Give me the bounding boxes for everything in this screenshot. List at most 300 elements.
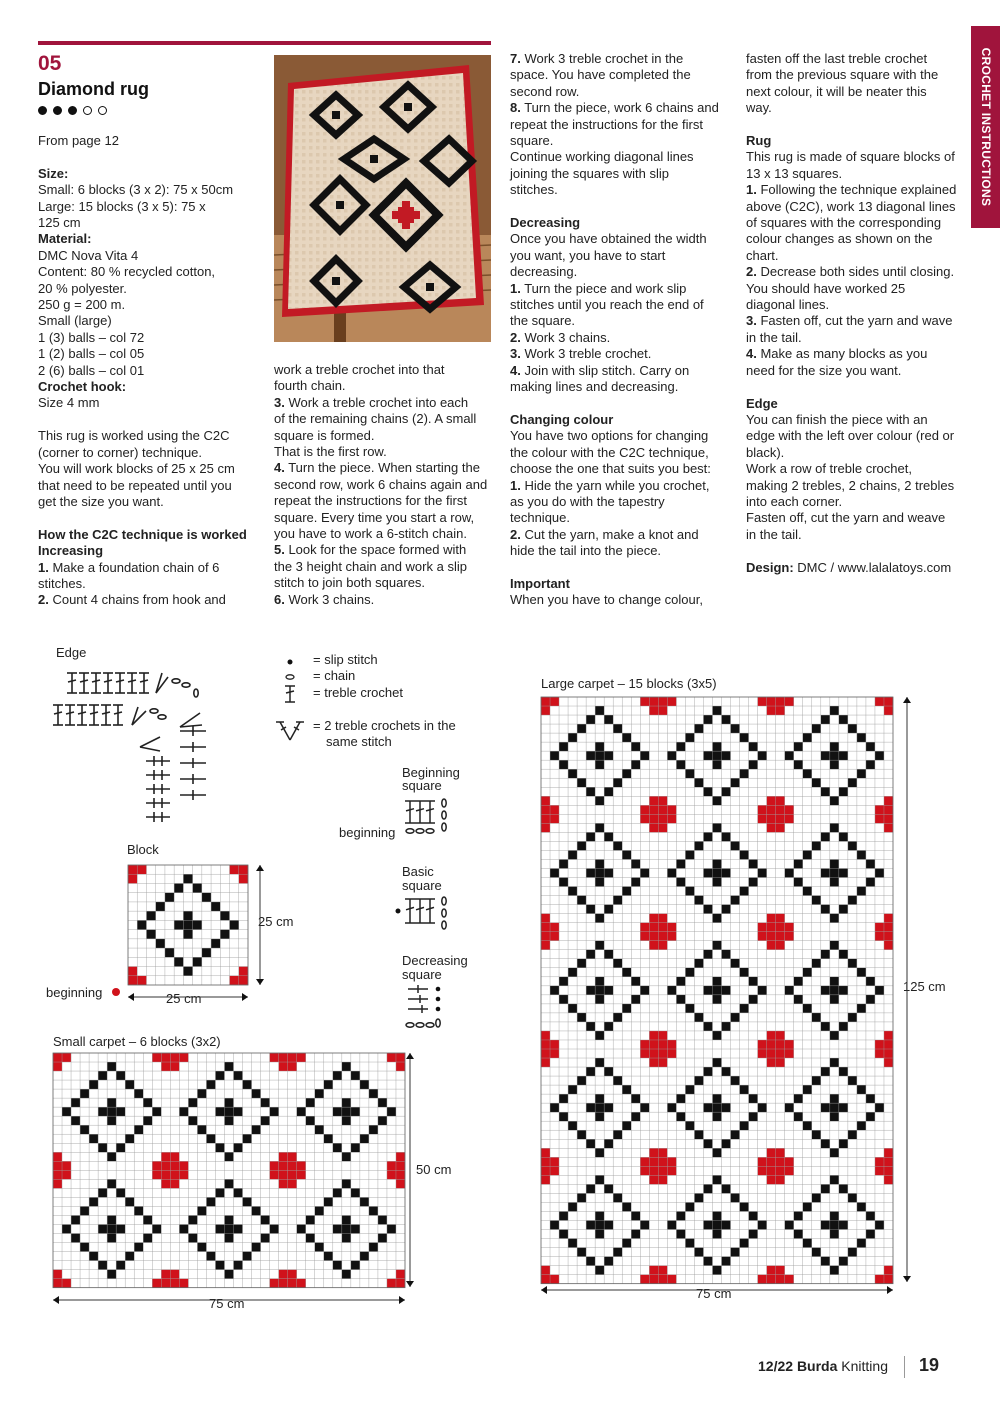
text-line: technique. <box>510 510 570 526</box>
chart-cell-red <box>785 1040 794 1049</box>
chart-cell-red <box>776 697 785 706</box>
chart-cell-black <box>758 1103 767 1112</box>
chart-cell-black <box>830 986 839 995</box>
chart-cell-black <box>875 986 884 995</box>
chart-cell-black <box>622 850 631 859</box>
chart-cell-black <box>261 1234 270 1243</box>
chart-cell-black <box>712 742 721 751</box>
text-line: repeat the instructions for the first <box>510 116 703 132</box>
chart-cell-black <box>89 1080 98 1089</box>
chart-cell-black <box>712 751 721 760</box>
chart-cell-black <box>685 1121 694 1130</box>
chart-cell-black <box>622 1239 631 1248</box>
legend-slip-stitch: = slip stitch <box>313 652 378 667</box>
chart-cell-black <box>848 1248 857 1257</box>
chart-cell-black <box>812 959 821 968</box>
chart-cell-black <box>749 1230 758 1239</box>
chart-cell-red <box>387 1161 396 1170</box>
chart-cell-red <box>161 1170 170 1179</box>
chart-cell-black <box>315 1206 324 1215</box>
chart-cell-red <box>640 697 649 706</box>
chart-cell-red <box>239 976 248 985</box>
chart-cell-black <box>98 1224 107 1233</box>
step-text: Cut the yarn, make a knot and <box>520 526 699 542</box>
chart-cell-red <box>758 1157 767 1166</box>
chart-cell-black <box>595 742 604 751</box>
arrowhead <box>256 865 264 871</box>
chart-cell-black <box>712 995 721 1004</box>
chart-cell-red <box>658 697 667 706</box>
step-text: Work 3 chains. <box>520 329 611 345</box>
chart-cell-red <box>767 1049 776 1058</box>
chart-cell-red <box>658 923 667 932</box>
chart-cell-black <box>595 1211 604 1220</box>
chart-cell-black <box>224 1107 233 1116</box>
chart-cell-red <box>667 1275 676 1284</box>
two-trebles-icon <box>276 722 304 740</box>
chart-cell-red <box>767 1266 776 1275</box>
chart-cell-black <box>676 742 685 751</box>
step-number: 3. <box>274 394 285 410</box>
chart-cell-black <box>812 1130 821 1139</box>
chart-cell-black <box>243 1252 252 1261</box>
chart-cell-black <box>224 1098 233 1107</box>
chart-cell-black <box>568 1121 577 1130</box>
chart-cell-black <box>676 1094 685 1103</box>
text-line <box>274 395 499 411</box>
chart-cell-black <box>252 1243 261 1252</box>
chart-cell-black <box>89 1252 98 1261</box>
chart-cell-black <box>857 769 866 778</box>
chart-cell-black <box>387 1107 396 1116</box>
chart-cell-black <box>830 796 839 805</box>
chart-cell-red <box>279 1062 288 1071</box>
chart-cell-black <box>749 760 758 769</box>
chart-cell-black <box>559 760 568 769</box>
chart-cell-black <box>866 1094 875 1103</box>
chart-cell-red <box>776 1040 785 1049</box>
chart-cell-red <box>62 1161 71 1170</box>
chart-cell-black <box>604 1257 613 1266</box>
chart-cell-black <box>622 1121 631 1130</box>
chart-cell-red <box>297 1053 306 1062</box>
chart-cell-red <box>396 1152 405 1161</box>
arrowhead <box>887 1286 893 1294</box>
chart-cell-red <box>875 923 884 932</box>
chart-cell-red <box>767 823 776 832</box>
chart-cell-black <box>586 1257 595 1266</box>
chart-cell-black <box>830 760 839 769</box>
chart-cell-black <box>595 859 604 868</box>
chart-cell-black <box>568 1085 577 1094</box>
chart-cell-red <box>767 697 776 706</box>
chart-cell-black <box>703 1139 712 1148</box>
chart-cell-black <box>703 715 712 724</box>
chart-cell-red <box>640 814 649 823</box>
chart-cell-black <box>174 883 183 892</box>
chart-cell-black <box>62 1224 71 1233</box>
chart-cell-black <box>595 751 604 760</box>
chart-cell-black <box>595 1112 604 1121</box>
beginning-label: beginning <box>339 825 396 840</box>
chart-cell-black <box>703 905 712 914</box>
arrowhead <box>406 1281 414 1287</box>
step-number: 6. <box>274 591 285 607</box>
difficulty-dot <box>38 106 47 115</box>
legend-two-trebles: same stitch <box>326 734 392 749</box>
chart-cell-red <box>541 1058 550 1067</box>
chart-cell-black <box>234 1107 243 1116</box>
chart-cell-black <box>604 905 613 914</box>
chart-cell-black <box>586 1067 595 1076</box>
decreasing-square-diagram <box>398 983 458 1033</box>
chart-cell-black <box>812 1076 821 1085</box>
chart-cell-red <box>667 697 676 706</box>
chart-cell-red <box>776 796 785 805</box>
chart-cell-black <box>586 1103 595 1112</box>
chart-cell-black <box>586 1022 595 1031</box>
chart-cell-black <box>333 1188 342 1197</box>
chart-cell-black <box>830 1148 839 1157</box>
chart-cell-red <box>658 914 667 923</box>
column-3 <box>510 51 738 609</box>
text-line: chart. <box>746 247 779 263</box>
brand-name: Burda <box>796 1358 838 1374</box>
chart-cell-red <box>767 914 776 923</box>
chart-cell-red <box>884 1266 893 1275</box>
chart-cell-black <box>179 1107 188 1116</box>
chart-cell-black <box>360 1197 369 1206</box>
chart-cell-black <box>731 1193 740 1202</box>
chart-cell-black <box>722 986 731 995</box>
chart-cell-black <box>107 1098 116 1107</box>
chart-cell-red <box>767 1166 776 1175</box>
chart-cell-black <box>794 995 803 1004</box>
chart-cell-red <box>758 932 767 941</box>
chart-cell-red <box>884 796 893 805</box>
chart-cell-black <box>324 1134 333 1143</box>
chart-cell-black <box>369 1243 378 1252</box>
chart-cell-black <box>559 742 568 751</box>
legend-two-trebles: = 2 treble crochets in the <box>313 718 456 733</box>
chart-cell-black <box>143 1234 152 1243</box>
chart-cell-black <box>351 1071 360 1080</box>
chart-cell-black <box>794 1112 803 1121</box>
chart-cell-red <box>152 1279 161 1288</box>
chart-cell-black <box>234 1261 243 1270</box>
chart-cell-black <box>134 1125 143 1134</box>
chart-cell-black <box>676 878 685 887</box>
chart-cell-black <box>234 1224 243 1233</box>
chart-cell-black <box>360 1252 369 1261</box>
chart-cell-red <box>776 1275 785 1284</box>
block-beginning-label: beginning <box>46 985 103 1000</box>
chart-cell-black <box>740 769 749 778</box>
chart-cell-black <box>631 760 640 769</box>
chart-cell-black <box>559 1094 568 1103</box>
chart-cell-red <box>179 1053 188 1062</box>
chart-cell-black <box>360 1134 369 1143</box>
chart-cell-black <box>134 1089 143 1098</box>
chart-cell-red <box>658 1157 667 1166</box>
chart-cell-black <box>134 1243 143 1252</box>
chart-cell-black <box>577 959 586 968</box>
chart-cell-black <box>830 941 839 950</box>
chart-cell-black <box>297 1107 306 1116</box>
text-line: making 2 trebles, 2 chains, 2 trebles <box>746 477 955 493</box>
chart-cell-black <box>559 995 568 1004</box>
chart-cell-red <box>270 1161 279 1170</box>
chart-cell-black <box>568 1239 577 1248</box>
chart-cell-red <box>667 805 676 814</box>
chart-cell-red <box>767 1148 776 1157</box>
chart-cell-black <box>595 986 604 995</box>
chart-cell-black <box>193 883 202 892</box>
text-line: from the previous square with the <box>746 67 939 83</box>
large-carpet-width: 75 cm <box>696 1286 732 1301</box>
chart-cell-black <box>586 868 595 877</box>
chart-cell-black <box>830 868 839 877</box>
text-line: You should have worked 25 <box>746 280 906 296</box>
chart-cell-black <box>875 751 884 760</box>
size-small: Small: 6 blocks (3 x 2): 75 x 50cm <box>38 182 234 198</box>
chart-cell-black <box>559 1211 568 1220</box>
chart-cell-black <box>821 1103 830 1112</box>
chart-cell-red <box>279 1179 288 1188</box>
chart-cell-black <box>631 1094 640 1103</box>
magazine-name: Knitting <box>837 1358 888 1374</box>
chart-cell-red <box>239 874 248 883</box>
chart-cell-red <box>658 1049 667 1058</box>
small-carpet-title: Small carpet – 6 blocks (3x2) <box>53 1034 221 1049</box>
chart-cell-black <box>98 1071 107 1080</box>
chart-cell-black <box>116 1188 125 1197</box>
chart-cell-black <box>568 733 577 742</box>
chart-cell-red <box>541 697 550 706</box>
chart-cell-red <box>658 706 667 715</box>
chart-cell-black <box>188 1215 197 1224</box>
step-number: 7. <box>510 51 521 66</box>
chart-cell-black <box>703 1067 712 1076</box>
chart-cell-black <box>183 920 192 929</box>
chart-cell-black <box>206 1134 215 1143</box>
chart-cell-black <box>830 1220 839 1229</box>
chart-cell-black <box>794 1211 803 1220</box>
chart-cell-red <box>658 805 667 814</box>
text-line: second row, work 6 chains again and <box>274 476 488 492</box>
chart-cell-black <box>71 1098 80 1107</box>
increasing-heading: Increasing <box>38 543 104 559</box>
chart-cell-red <box>550 1049 559 1058</box>
chart-cell-black <box>631 859 640 868</box>
text-line: stitch to join both squares. <box>274 575 426 591</box>
chart-cell-black <box>215 1071 224 1080</box>
chart-cell-black <box>351 1224 360 1233</box>
arrowhead <box>53 1296 59 1304</box>
chart-cell-black <box>685 1202 694 1211</box>
step-number: 2. <box>510 329 521 345</box>
arrowhead <box>256 979 264 985</box>
chart-cell-black <box>631 742 640 751</box>
chart-cell-black <box>830 742 839 751</box>
chart-cell-black <box>866 859 875 868</box>
chart-cell-black <box>830 1103 839 1112</box>
step-number: 1. <box>510 477 521 493</box>
footer-issue <box>758 1358 888 1374</box>
chart-cell-black <box>812 778 821 787</box>
chart-cell-red <box>152 1161 161 1170</box>
chart-cell-black <box>740 850 749 859</box>
chart-cell-black <box>613 1248 622 1257</box>
chart-cell-black <box>174 957 183 966</box>
chart-cell-red <box>776 932 785 941</box>
chart-cell-black <box>595 760 604 769</box>
chart-cell-black <box>586 1184 595 1193</box>
chart-cell-red <box>387 1170 396 1179</box>
text-line: as you do with the tapestry <box>510 493 665 509</box>
text-line <box>274 592 499 608</box>
chart-cell-black <box>62 1107 71 1116</box>
chart-cell-black <box>188 1098 197 1107</box>
chart-cell-black <box>685 1239 694 1248</box>
chart-cell-black <box>604 868 613 877</box>
chart-cell-red <box>297 1170 306 1179</box>
chart-cell-black <box>631 977 640 986</box>
chart-cell-black <box>174 920 183 929</box>
text-line: the 3 height chain and work a slip <box>274 558 467 574</box>
chart-cell-black <box>803 1239 812 1248</box>
chart-cell-red <box>649 697 658 706</box>
edge-diagram-label: Edge <box>56 645 87 660</box>
small-carpet-height: 50 cm <box>416 1162 452 1177</box>
chart-cell-black <box>152 1224 161 1233</box>
chart-cell-red <box>884 706 893 715</box>
block-chart <box>128 865 248 985</box>
chart-cell-black <box>613 841 622 850</box>
chart-cell-red <box>137 976 146 985</box>
chart-cell-red <box>161 1279 170 1288</box>
chart-cell-black <box>722 832 731 841</box>
chart-cell-black <box>640 986 649 995</box>
chart-cell-black <box>839 868 848 877</box>
chart-cell-black <box>740 887 749 896</box>
header-rule <box>38 41 491 45</box>
column-2 <box>274 362 499 608</box>
chart-cell-red <box>550 932 559 941</box>
chart-cell-black <box>712 1220 721 1229</box>
chart-cell-red <box>541 823 550 832</box>
chart-cell-red <box>884 805 893 814</box>
chart-cell-red <box>179 1279 188 1288</box>
chart-cell-red <box>279 1270 288 1279</box>
chart-cell-red <box>541 796 550 805</box>
chart-cell-red <box>649 1275 658 1284</box>
chart-cell-black <box>595 914 604 923</box>
arrowhead <box>406 1053 414 1059</box>
step-text: Make a foundation chain of 6 <box>48 559 220 575</box>
chart-cell-black <box>685 850 694 859</box>
chart-cell-black <box>116 1143 125 1152</box>
text-line: choose the one that suits you best: <box>510 461 711 477</box>
chart-cell-black <box>324 1080 333 1089</box>
chart-cell-black <box>613 1130 622 1139</box>
chart-cell-black <box>740 1239 749 1248</box>
chart-cell-black <box>685 1004 694 1013</box>
chart-cell-red <box>640 805 649 814</box>
chart-cell-black <box>712 859 721 868</box>
block-label: Block <box>127 842 159 857</box>
chart-cell-red <box>239 865 248 874</box>
chart-cell-black <box>107 1107 116 1116</box>
chart-cell-black <box>857 1085 866 1094</box>
chart-cell-black <box>369 1206 378 1215</box>
chart-cell-red <box>758 1166 767 1175</box>
chart-cell-red <box>875 814 884 823</box>
chart-cell-black <box>803 1085 812 1094</box>
chart-cell-red <box>767 1058 776 1067</box>
chart-cell-black <box>722 1220 731 1229</box>
chart-cell-black <box>234 1188 243 1197</box>
chart-cell-black <box>306 1116 315 1125</box>
text-line: That is the first row. <box>274 444 387 460</box>
chart-cell-red <box>776 1058 785 1067</box>
chart-cell-black <box>722 1067 731 1076</box>
chart-cell-black <box>586 950 595 959</box>
step-number: 5. <box>274 542 285 558</box>
chart-cell-red <box>884 1275 893 1284</box>
chart-cell-black <box>604 1022 613 1031</box>
text-line <box>746 313 968 329</box>
basic-square-diagram <box>392 893 462 938</box>
chart-cell-black <box>731 1076 740 1085</box>
chart-cell-red <box>396 1279 405 1288</box>
text-line: the square. <box>510 313 576 329</box>
text-line: above (C2C), work 13 diagonal lines <box>746 198 956 214</box>
chart-cell-black <box>731 896 740 905</box>
chart-cell-black <box>215 1107 224 1116</box>
chart-cell-red <box>776 1049 785 1058</box>
chart-cell-black <box>731 841 740 850</box>
chart-cell-black <box>785 986 794 995</box>
chart-cell-black <box>342 1234 351 1243</box>
step-number: 2. <box>510 526 521 542</box>
chart-cell-black <box>378 1098 387 1107</box>
chart-cell-red <box>758 1275 767 1284</box>
chart-cell-black <box>839 1220 848 1229</box>
chart-cell-black <box>839 1139 848 1148</box>
chart-cell-black <box>758 868 767 877</box>
column-4 <box>746 51 968 576</box>
chart-cell-red <box>161 1053 170 1062</box>
chart-cell-black <box>703 986 712 995</box>
chart-cell-black <box>351 1261 360 1270</box>
chart-cell-black <box>595 823 604 832</box>
chart-cell-red <box>767 1031 776 1040</box>
chart-cell-red <box>541 1266 550 1275</box>
chart-cell-black <box>749 1112 758 1121</box>
chart-cell-black <box>568 1202 577 1211</box>
chart-cell-black <box>803 733 812 742</box>
chart-cell-black <box>712 1112 721 1121</box>
chart-cell-red <box>776 823 785 832</box>
size-heading: Size: <box>38 165 69 181</box>
chart-cell-black <box>812 896 821 905</box>
chart-cell-black <box>116 1071 125 1080</box>
text-line <box>746 264 968 280</box>
chart-cell-black <box>342 1116 351 1125</box>
chart-cell-black <box>586 715 595 724</box>
chart-cell-black <box>685 887 694 896</box>
